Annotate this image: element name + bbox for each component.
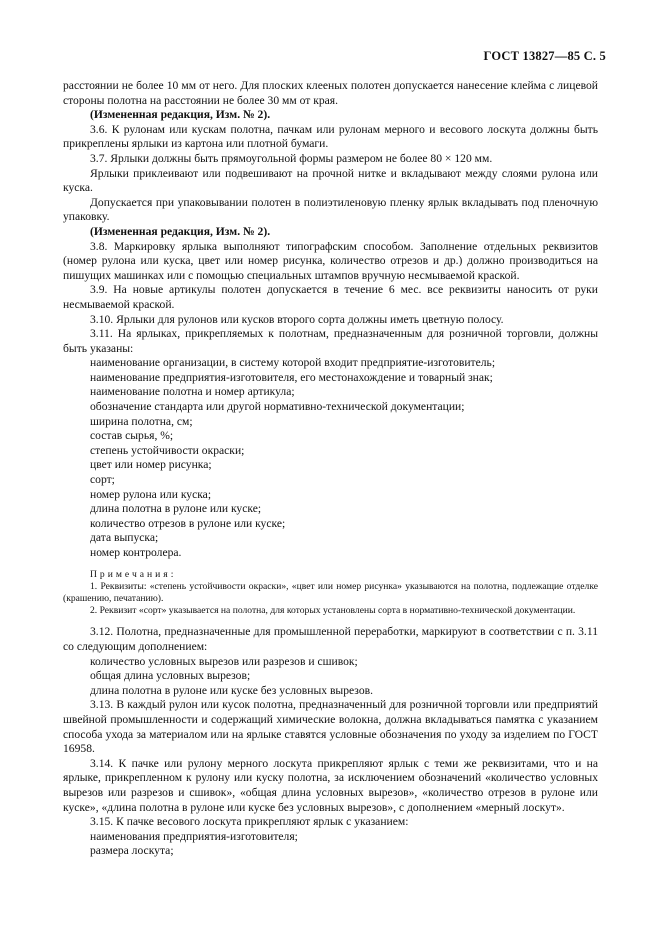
paragraph: 3.14. К пачке или рулону мерного лоскута прикрепляют ярлык с теми же реквизитами, что и на ярлыке, прикрепленном к рулону или куску полотна, за исключением обозначений «количество условных вырезов или разрезов и сшивок», «общая длина условных вырезов», «количество отрезов в рулоне или куске», «длина полотна в рулоне или куске без условных вырезов», с дополнением «мерный лоскут». — [63, 756, 598, 814]
paragraph: наименование полотна и номер артикула; — [90, 385, 295, 399]
paragraph: 3.9. На новые артикулы полотен допускается в течение 6 мес. все реквизиты наносить от руки несмываемой краской. — [63, 283, 598, 311]
paragraph: количество условных вырезов или разрезов и сшивок; — [90, 654, 358, 668]
paragraph: сорт; — [90, 473, 115, 487]
paragraph: Допускается при упаковывании полотен в полиэтиленовую пленку ярлык вкладывать под пленочную упаковку. — [63, 195, 598, 224]
paragraph: 3.10. Ярлыки для рулонов или кусков второго сорта должны иметь цветную полосу. — [90, 312, 504, 326]
paragraph: дата выпуска; — [90, 531, 159, 545]
paragraph: 3.7. Ярлыки должны быть прямоугольной формы размером не более 80 × 120 мм. — [90, 151, 493, 165]
paragraphs-bottom — [63, 625, 598, 859]
paragraph: длина полотна в рулоне или куске без условных вырезов. — [90, 683, 373, 697]
paragraph: номер рулона или куска; — [90, 487, 212, 501]
paragraph: длина полотна в рулоне или куске; — [90, 502, 262, 516]
paragraph: наименование организации, в систему которой входит предприятие-изготовитель; — [90, 356, 496, 370]
paragraph: размера лоскута; — [90, 844, 174, 858]
note-item: 2. Реквизит «сорт» указывается на полотна, для которых установлены сорта в нормативно-технической документации. — [90, 605, 576, 617]
paragraph: (Измененная редакция, Изм. № 2). — [90, 224, 271, 238]
paragraph: степень устойчивости окраски; — [90, 443, 245, 457]
paragraph: ширина полотна, см; — [90, 414, 193, 428]
paragraph: цвет или номер рисунка; — [90, 458, 212, 472]
paragraph: обозначение стандарта или другой нормативно-технической документации; — [90, 400, 465, 414]
paragraph: количество отрезов в рулоне или куске; — [90, 516, 286, 530]
paragraph: Ярлыки приклеивают или подвешивают на прочной нитке и вкладывают между слоями рулона или куска. — [63, 166, 598, 195]
paragraph: 3.6. К рулонам или кускам полотна, пачкам или рулонам мерного и весового лоскута должны быть прикреплены ярлыки из картона или плотной бумаги. — [63, 122, 598, 151]
paragraph: состав сырья, %; — [90, 429, 174, 443]
paragraph: 3.15. К пачке весового лоскута прикрепляют ярлык с указанием: — [90, 815, 409, 829]
paragraph: (Измененная редакция, Изм. № 2). — [90, 108, 271, 122]
paragraph: общая длина условных вырезов; — [90, 669, 251, 683]
note-item: 1. Реквизиты: «степень устойчивости окраски», «цвет или номер рисунка» указываются на полотна, подлежащие отделке (крашению, печатанию). — [63, 580, 598, 604]
paragraph: 3.8. Маркировку ярлыка выполняют типографским способом. Заполнение отдельных реквизитов (номер рулона или куска, цвет или номер рисунка, количество отрезов и др.) должно производиться на пишущих машинках или с помощью специальных штампов вручную несмываемой краской. — [63, 239, 598, 282]
notes-title: Примечания: — [90, 568, 177, 580]
paragraph: 3.11. На ярлыках, прикрепляемых к полотнам, предназначенным для розничной торговли, должны быть указаны: — [63, 327, 598, 355]
paragraph: номер контролера. — [90, 546, 182, 559]
page-header: ГОСТ 13827—85 С. 5 — [483, 49, 606, 63]
paragraph: наименования предприятия-изготовителя; — [90, 829, 298, 843]
paragraph: 3.13. В каждый рулон или кусок полотна, предназначенный для розничной торговли или предприятий швейной промышленности и содержащий химические волокна, должна вкладываться памятка с указанием способа ухода за материалом или на ярлыке ставятся условные обозначения по уходу за изделием по ГОСТ 16958. — [63, 698, 598, 756]
paragraph: 3.12. Полотна, предназначенные для промышленной переработки, маркируют в соответствии с п. 3.11 со следующим дополнением: — [63, 625, 598, 653]
paragraph: наименование предприятия-изготовителя, его местонахождение и товарный знак; — [90, 370, 493, 384]
notes-block — [63, 569, 598, 618]
document-body — [63, 79, 598, 859]
paragraphs-top — [63, 79, 598, 561]
paragraph: расстоянии не более 10 мм от него. Для плоских клееных полотен допускается нанесение клейма с лицевой стороны полотна на расстоянии не более 30 мм от края. — [63, 79, 598, 107]
